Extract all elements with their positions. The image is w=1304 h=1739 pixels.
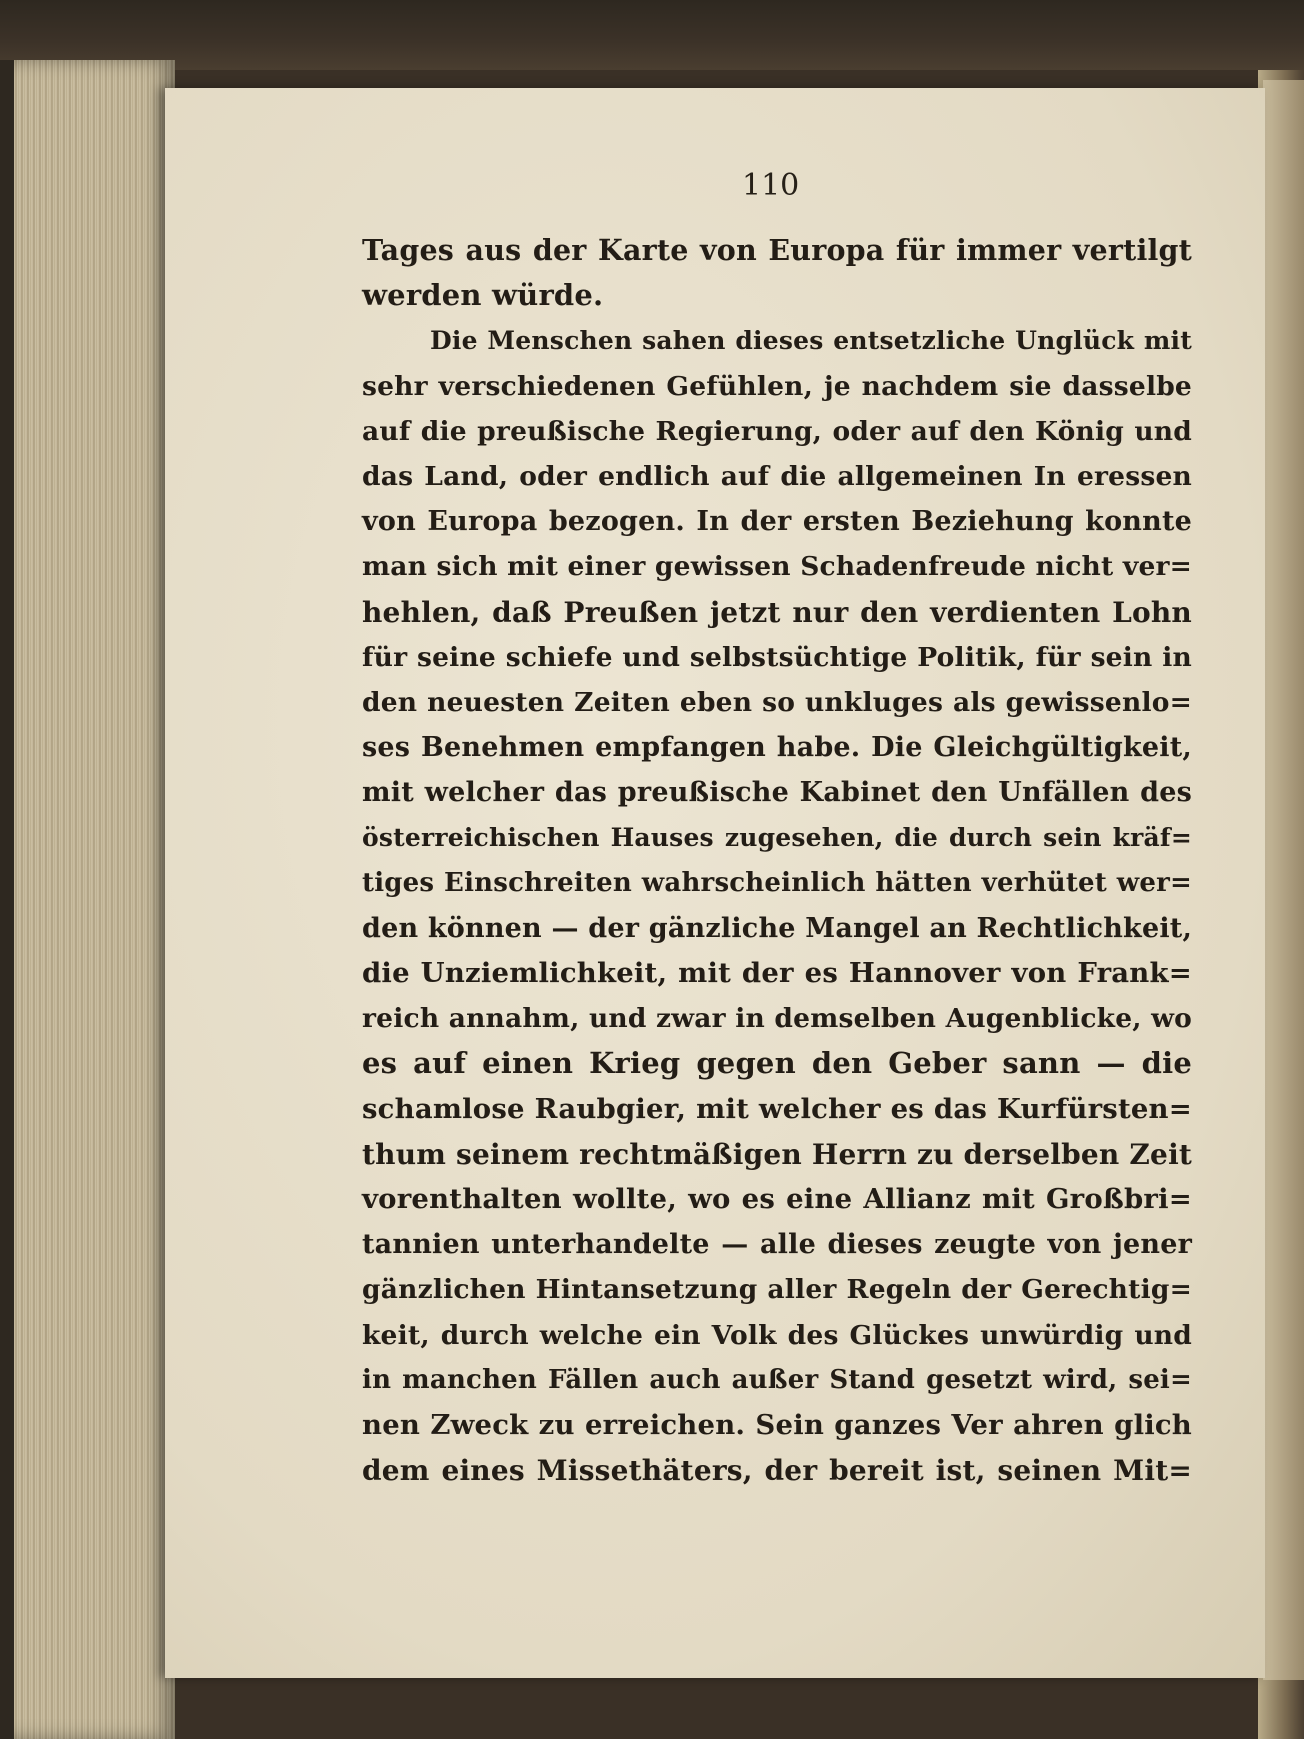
text-line: dem eines Missethäters, der bereit ist, seinen Mit= [362,1454,1192,1488]
book-spine-edge [0,60,14,1739]
text-line: von Europa bezogen. In der ersten Beziehung konnte [362,506,1192,538]
text-line: gänzlichen Hintansetzung aller Regeln der Gerechtig= [362,1274,1192,1306]
text-line: hehlen, daß Preußen jetzt nur den verdienten Lohn [362,595,1192,629]
text-line: auf die preußische Regierung, oder auf den König und [362,415,1192,447]
text-line: ses Benehmen empfangen habe. Die Gleichgültigkeit, [362,732,1192,764]
body-text [362,228,1192,1493]
text-line: vorenthalten wollte, wo es eine Allianz mit Großbri= [362,1182,1192,1215]
page-number: 110 [742,168,800,203]
text-line: es auf einen Krieg gegen den Geber sann — die [362,1046,1192,1081]
book-page-edges [0,60,175,1739]
text-line: reich annahm, und zwar in demselben Augenblicke, wo [362,1003,1193,1035]
text-line: man sich mit einer gewissen Schadenfreude nicht ver= [362,551,1193,583]
text-line: den können — der gänzliche Mangel an Rechtlichkeit, [362,912,1193,944]
text-line: keit, durch welche ein Volk des Glückes unwürdig und [362,1319,1192,1351]
text-line: in manchen Fällen auch außer Stand gesetzt wird, sei= [362,1364,1192,1395]
text-line: mit welcher das preußische Kabinet den Unfällen des [362,777,1192,809]
text-line: den neuesten Zeiten eben so unkluges als gewissenlo= [362,686,1192,718]
text-line: schamlose Raubgier, mit welcher es das Kurfürsten= [362,1092,1192,1125]
text-line: österreichischen Hauses zugesehen, die durch sein kräf= [362,823,1192,853]
text-line: die Unziemlichkeit, mit der es Hannover von Frank= [362,957,1192,989]
text-line: tiges Einschreiten wahrscheinlich hätten verhütet wer= [362,867,1192,898]
text-line: Tages aus der Karte von Europa für immer vertilgt [362,233,1192,267]
text-line: Die Menschen sahen dieses entsetzliche Unglück mit [430,326,1192,356]
book-cover-top [0,0,1304,70]
text-line: das Land, oder endlich auf die allgemeinen In eressen [362,460,1192,492]
text-line: werden würde. [362,278,604,313]
facing-page-edge [1263,80,1304,1680]
text-line: tannien unterhandelte — alle dieses zeugte von jener [362,1229,1192,1261]
text-line: sehr verschiedenen Gefühlen, je nachdem sie dasselbe [362,370,1192,402]
text-line: für seine schiefe und selbstsüchtige Politik, für sein in [362,641,1192,673]
text-line: nen Zweck zu erreichen. Sein ganzes Ver ahren glich [362,1408,1192,1441]
text-line: thum seinem rechtmäßigen Herrn zu derselben Zeit [362,1137,1193,1171]
